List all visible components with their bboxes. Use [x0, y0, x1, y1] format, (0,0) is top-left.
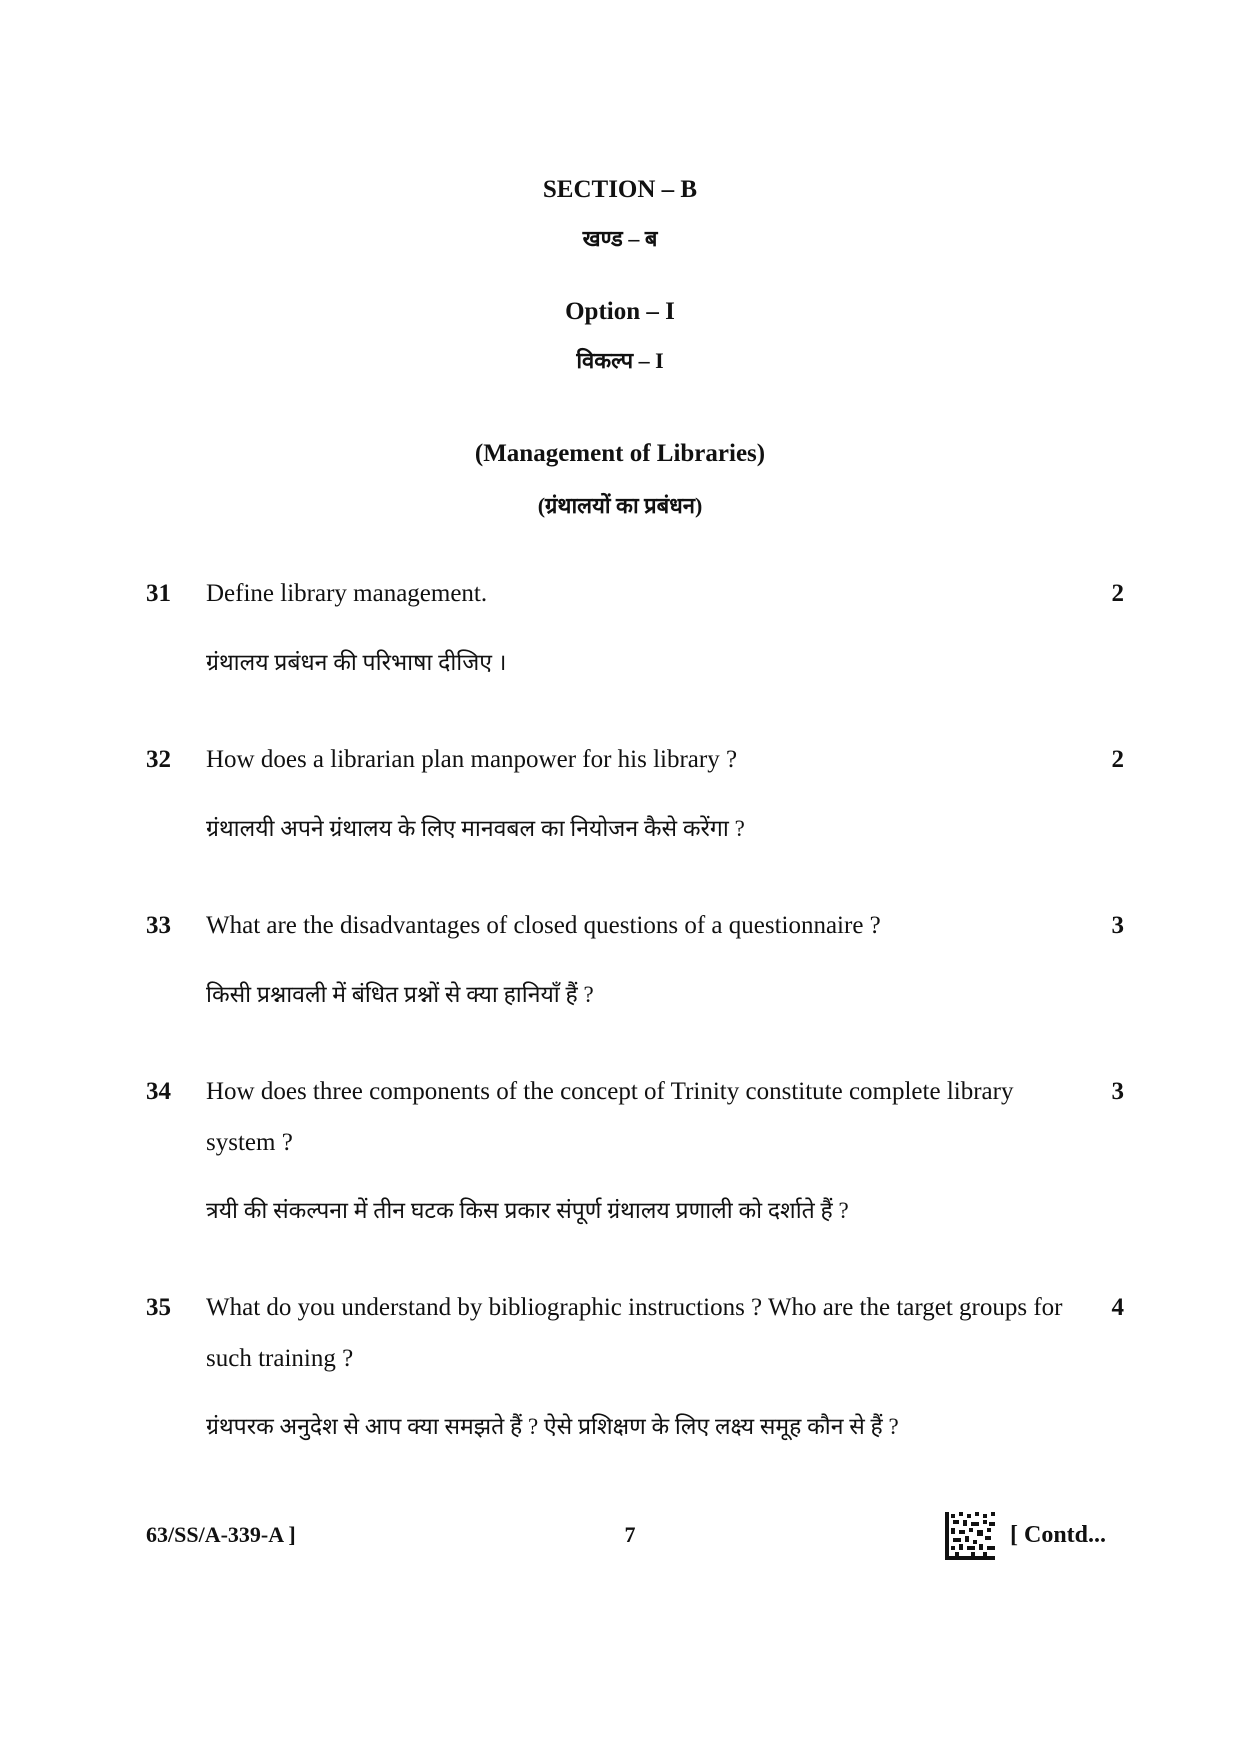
question-text-hindi: ग्रंथालयी अपने ग्रंथालय के लिए मानवबल का नियोजन कैसे करेंगा ?	[206, 816, 745, 841]
question-marks: 3	[1111, 1078, 1124, 1105]
question-number: 31	[146, 580, 171, 607]
question-number: 35	[146, 1294, 171, 1321]
question-text: How does a librarian plan manpower for his library ?	[206, 746, 738, 773]
subject-heading-hindi: (ग्रंथालयों का प्रबंधन)	[537, 493, 703, 518]
question-number: 32	[146, 746, 171, 773]
question-text-hindi: त्रयी की संकल्पना में तीन घटक किस प्रकार संपूर्ण ग्रंथालय प्रणाली को दर्शाते हैं ?	[206, 1198, 849, 1223]
question-text-hindi: ग्रंथपरक अनुदेश से आप क्या समझते हैं ? ऐसे प्रशिक्षण के लिए लक्ष्य समूह कौन से हैं ?	[206, 1414, 899, 1439]
question-marks: 2	[1111, 580, 1124, 607]
page-number: 7	[624, 1522, 636, 1547]
continued-label: [ Contd...	[1010, 1522, 1107, 1548]
subject-heading: (Management of Libraries)	[474, 440, 766, 467]
option-heading-hindi: विकल्प – I	[576, 348, 664, 373]
section-heading-hindi: खण्ड – ब	[582, 226, 658, 251]
option-heading: Option – I	[565, 298, 675, 325]
question-number: 33	[146, 912, 171, 939]
section-heading: SECTION – B	[542, 176, 698, 203]
question-text: Define library management.	[206, 580, 488, 607]
question-marks: 3	[1111, 912, 1124, 939]
question-marks: 4	[1111, 1294, 1124, 1321]
question-text: What do you understand by bibliographic instructions ? Who are the target groups for such training ?	[206, 1294, 1063, 1372]
question-text-hindi: किसी प्रश्नावली में बंधित प्रश्नों से क्या हानियाँ हैं ?	[206, 982, 594, 1007]
question-number: 34	[146, 1078, 171, 1105]
question-marks: 2	[1111, 746, 1124, 773]
qr-code-icon	[945, 1512, 995, 1560]
question-text: What are the disadvantages of closed questions of a questionnaire ?	[206, 912, 881, 939]
paper-code: 63/SS/A-339-A ]	[146, 1522, 296, 1547]
question-text: How does three components of the concept of Trinity constitute complete library system ?	[206, 1078, 1014, 1156]
question-text-hindi: ग्रंथालय प्रबंधन की परिभाषा दीजिए ।	[206, 650, 507, 675]
